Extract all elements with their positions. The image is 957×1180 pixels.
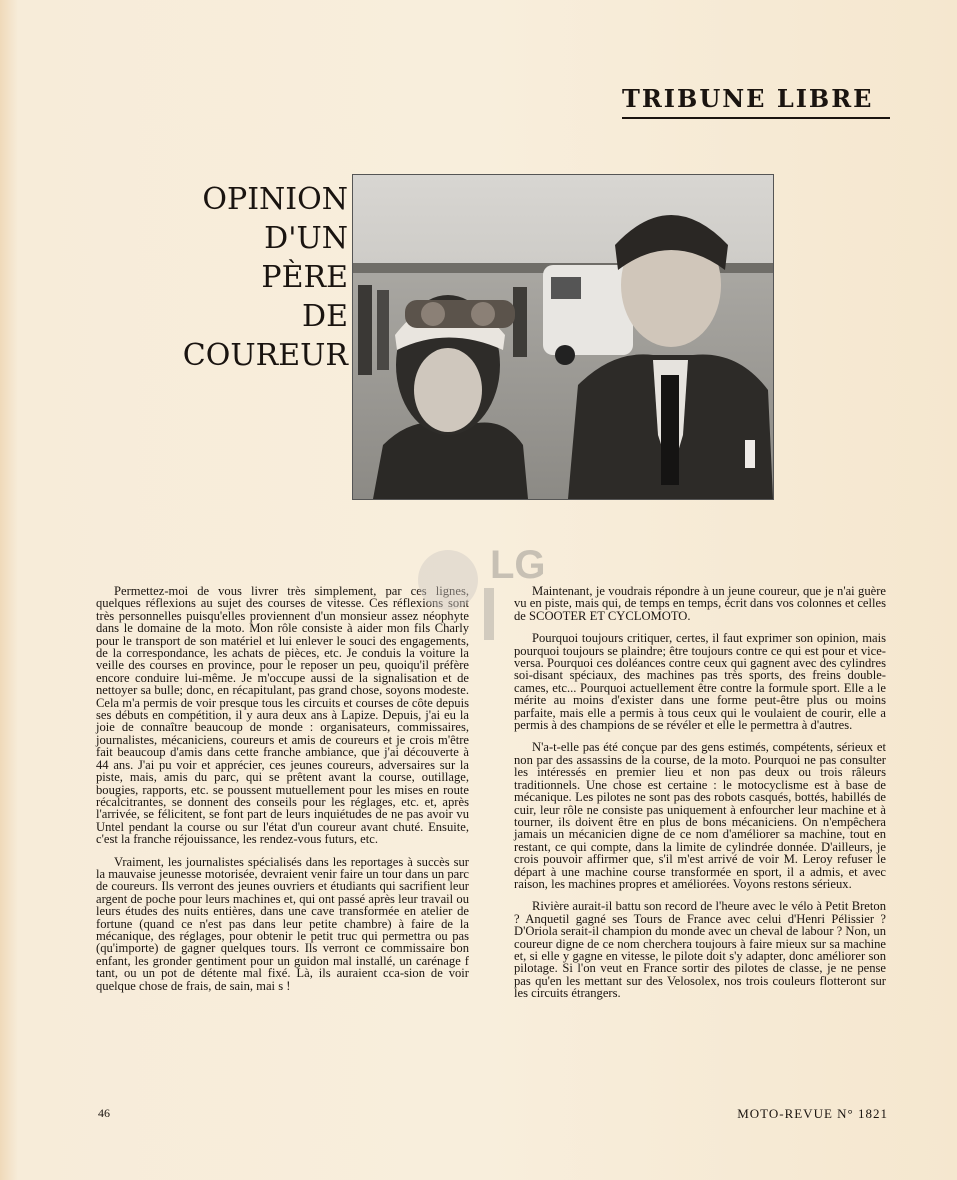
paragraph: Vraiment, les journalistes spécialisés dans les reportages à succès sur la mauvaise jeunesse motorisée, devraient venir faire un tour dans un parc de coureurs. Ils verront des jeunes ouvriers et étudiants qui sacrifient leur argent de poche pour leurs machines et, qui ont passé après leur travail ou leurs études des nuits entières, dans une cave transformée en atelier de fortune (quand ce n'est pas dans leur petite chambre) à faire de la mécanique, des réglages, pour obtenir le petit truc qui permettra ou pas (qu'importe) de gagner quelques tours. Ils verront ce commissaire bon enfant, les gronder gentiment pour un guidon mal installé, un carénage f tant, ou un pot de détente mal fixé. Là, ils auraient cca-sion de voir quelque chose de frais, de sain, mai s ! [96, 854, 469, 993]
title-line: OPINION [202, 182, 348, 217]
paragraph: Maintenant, je voudrais répondre à un jeune coureur, que je n'ai guère vu en piste, mais qui, de temps en temps, écrit dans vos colonnes et celles de SCOOTER ET CYCLOMOTO. [514, 584, 886, 623]
paragraph: N'a-t-elle pas été conçue par des gens estimés, compétents, sérieux et non par des assassins de la course, de la moto. Pourquoi ne pas consulter les intéressés en premier lieu et non pas deux ou trois râleurs traditionnels. Une chose est certaine : le motocyclisme est à base de mécanique. Les pilotes ne sont pas des robots casqués, bottés, habillés de cuir, leur rôle ne consiste pas uniquement à enfourcher leur machine et à tourner, ils doivent être en plus de bons mécaniciens. On n'empêchera jamais un mécanicien digne de ce nom d'améliorer sa machine, tout en restant, ce qui compte, dans la limite de cylindrée donnée. D'ailleurs, je crois pouvoir affirmer que, s'il m'est arrivé de voir M. Leroy refuser le départ à une machine course transformée en sport, il a admis, et avec raison, les machines propres et améliorées. Voyons restons sérieux. [514, 740, 886, 891]
watermark-text: LG [490, 543, 546, 587]
article-photo [352, 174, 774, 500]
paragraph: Permettez-moi de vous livrer très simplement, par ces lignes, quelques réflexions au sujet des courses de vitesse. Ces réflexions sont très personnelles puisqu'elles proviennent d'un monsieur assez néophyte dans le domaine de la moto. Mon rôle consiste à aider mon fils Charly pour le transport de son matériel et lui enlever le souci des engagements, de la correspondance, les achats de pièces, etc. Je conduis la voiture la veille des courses en province, pour le reposer un peu, quoiqu'il préfère encore conduire lui-même. Je m'occupe aussi de la signalisation et de nettoyer sa bulle; donc, en récapitulant, pas grand chose, soyons modeste. Cela m'a permis de voir presque tous les circuits et courses de côte depuis ses débuts en compétition, il y aura deux ans à Lapize. Depuis, j'ai eu la joie de connaître beaucoup de monde : organisateurs, commissaires, journalistes, mécaniciens, coureurs et amis de coureurs et je crois m'être fait beaucoup d'amis dans cette franche ambiance, que j'ai découverte à 44 ans. J'ai pu voir et apprécier, ces jeunes coureurs, adversaires sur la piste, mais, amis du parc, qui se prêtent avant la course, outillage, bougies, rapports, etc. se poussent mutuellement pour les mises en route récalcitrantes, se donnent des conseils pour les réglages, etc. et, après l'arrivée, se félicitent, se font part de leurs inquiétudes de ne pas avoir vu Untel pendant la course ou sur l'état d'un coureur avant chuté. Ensuite, c'est la franche réjouissance, les rendez-vous futurs, etc. [96, 584, 469, 847]
watermark-icon [408, 538, 552, 658]
title-line: PÈRE [261, 260, 348, 295]
lg-watermark-logo [408, 538, 552, 658]
title-line: DE [302, 299, 348, 334]
paragraph: Pourquoi toujours critiquer, certes, il faut exprimer son opinion, mais pourquoi toujours se plaindre; être toujours contre ce qui est pour et vice-versa. Pourquoi ces doléances contre ceux qui gagnent avec des cylindres soi-disant spéciaux, des machines pas très sports, des freins double-cames, etc... Pourquoi actuellement être contre la formule sport. Elle a le mérite au moins d'exister dans une forme peut-être plus ou moins parfaite, mais elle a permis à tous ceux qui le voulaient de courir, elle a permis à des champions de se révéler et elle le permettra à d'autres. [514, 631, 886, 733]
magazine-issue: MOTO-REVUE N° 1821 [737, 1106, 888, 1121]
rubric-heading: TRIBUNE LIBRE [622, 84, 890, 119]
article-column-right [514, 585, 886, 1010]
title-line: D'UN [264, 221, 348, 256]
photo-illustration [353, 175, 773, 499]
paragraph: Rivière aurait-il battu son record de l'heure avec le vélo à Petit Breton ? Anquetil gagné ses Tours de France avec celui d'Henri Pélissier ? D'Oriola serait-il champion du monde avec un cheval de labour ? Non, un coureur digne de ce nom cherchera toujours à faire mieux sur sa machine et, si elle y gagne en vitesse, le pilote doit s'y adapter, donc améliorer son pilotage. Si l'on veut en France sortir des pilotes de classe, je ne pense pas qu'en les mettant sur des Velosolex, nos trois couleurs flotteront sur les circuits étrangers. [514, 899, 886, 1001]
page-number: 46 [98, 1106, 110, 1120]
article-title [150, 180, 348, 375]
title-line: COUREUR [182, 338, 348, 373]
